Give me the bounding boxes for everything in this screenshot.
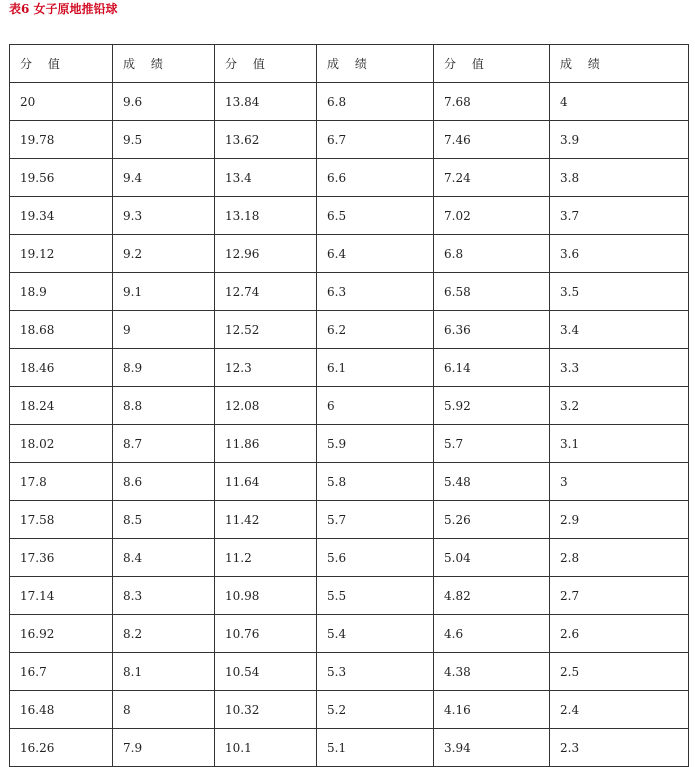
cell-result-3: 2.9: [550, 501, 689, 539]
cell-result-3: 3.4: [550, 311, 689, 349]
table-row: [10, 349, 689, 387]
cell-result-2: 6.4: [317, 235, 434, 273]
table-row: [10, 653, 689, 691]
header-score-1: 分 值: [10, 45, 113, 83]
cell-result-3: 3.2: [550, 387, 689, 425]
cell-score-1: 17.8: [10, 463, 113, 501]
table-row: [10, 273, 689, 311]
cell-result-1: 8.1: [113, 653, 215, 691]
table-row: [10, 577, 689, 615]
cell-result-3: 2.3: [550, 729, 689, 767]
cell-score-1: 19.34: [10, 197, 113, 235]
header-score-2: 分 值: [215, 45, 317, 83]
cell-score-2: 13.4: [215, 159, 317, 197]
cell-result-2: 5.9: [317, 425, 434, 463]
cell-score-2: 10.1: [215, 729, 317, 767]
cell-result-2: 6.3: [317, 273, 434, 311]
cell-score-2: 10.98: [215, 577, 317, 615]
cell-result-2: 5.2: [317, 691, 434, 729]
table-row: [10, 463, 689, 501]
cell-score-1: 20: [10, 83, 113, 121]
score-table: [9, 44, 689, 767]
cell-score-2: 12.3: [215, 349, 317, 387]
cell-result-3: 3.6: [550, 235, 689, 273]
cell-result-1: 8.3: [113, 577, 215, 615]
cell-result-2: 6: [317, 387, 434, 425]
cell-score-2: 10.54: [215, 653, 317, 691]
cell-score-2: 10.32: [215, 691, 317, 729]
header-result-3: 成 绩: [550, 45, 689, 83]
cell-result-1: 8.5: [113, 501, 215, 539]
cell-score-1: 17.36: [10, 539, 113, 577]
table-row: [10, 311, 689, 349]
cell-score-1: 16.26: [10, 729, 113, 767]
cell-result-1: 8.6: [113, 463, 215, 501]
table-row: [10, 501, 689, 539]
cell-result-1: 8.9: [113, 349, 215, 387]
cell-result-3: 3.5: [550, 273, 689, 311]
table-body: [10, 83, 689, 767]
cell-result-2: 6.6: [317, 159, 434, 197]
cell-score-1: 18.68: [10, 311, 113, 349]
cell-score-2: 11.42: [215, 501, 317, 539]
cell-result-3: 2.5: [550, 653, 689, 691]
cell-score-1: 16.7: [10, 653, 113, 691]
cell-result-2: 6.7: [317, 121, 434, 159]
header-score-3: 分 值: [434, 45, 550, 83]
cell-result-3: 3.9: [550, 121, 689, 159]
cell-score-1: 18.46: [10, 349, 113, 387]
cell-result-1: 8.4: [113, 539, 215, 577]
cell-result-1: 9.1: [113, 273, 215, 311]
cell-score-2: 13.84: [215, 83, 317, 121]
cell-score-1: 18.24: [10, 387, 113, 425]
cell-result-2: 5.3: [317, 653, 434, 691]
cell-score-3: 5.04: [434, 539, 550, 577]
cell-result-1: 7.9: [113, 729, 215, 767]
cell-result-3: 3.7: [550, 197, 689, 235]
cell-result-1: 9.5: [113, 121, 215, 159]
cell-result-2: 6.5: [317, 197, 434, 235]
cell-result-3: 3.1: [550, 425, 689, 463]
cell-score-2: 12.74: [215, 273, 317, 311]
table-row: [10, 615, 689, 653]
table-row: [10, 197, 689, 235]
cell-result-2: 5.6: [317, 539, 434, 577]
cell-result-2: 5.8: [317, 463, 434, 501]
cell-score-3: 6.14: [434, 349, 550, 387]
cell-score-1: 16.48: [10, 691, 113, 729]
table-row: [10, 729, 689, 767]
cell-score-3: 6.8: [434, 235, 550, 273]
cell-score-1: 19.78: [10, 121, 113, 159]
cell-result-3: 3.3: [550, 349, 689, 387]
cell-result-3: 2.8: [550, 539, 689, 577]
cell-score-1: 17.14: [10, 577, 113, 615]
cell-score-2: 11.86: [215, 425, 317, 463]
cell-score-2: 13.18: [215, 197, 317, 235]
cell-result-2: 5.7: [317, 501, 434, 539]
table-row: [10, 159, 689, 197]
cell-result-1: 8.8: [113, 387, 215, 425]
cell-score-3: 5.7: [434, 425, 550, 463]
cell-score-3: 3.94: [434, 729, 550, 767]
cell-result-3: 2.6: [550, 615, 689, 653]
cell-score-3: 7.24: [434, 159, 550, 197]
header-row: [10, 45, 689, 83]
cell-score-3: 6.58: [434, 273, 550, 311]
header-result-1: 成 绩: [113, 45, 215, 83]
cell-score-1: 19.56: [10, 159, 113, 197]
cell-score-2: 11.64: [215, 463, 317, 501]
cell-result-2: 5.4: [317, 615, 434, 653]
table-row: [10, 83, 689, 121]
cell-score-3: 7.68: [434, 83, 550, 121]
cell-score-3: 4.82: [434, 577, 550, 615]
cell-score-3: 4.6: [434, 615, 550, 653]
cell-score-1: 18.02: [10, 425, 113, 463]
cell-result-1: 8.7: [113, 425, 215, 463]
cell-result-3: 3.8: [550, 159, 689, 197]
cell-score-1: 19.12: [10, 235, 113, 273]
cell-result-1: 9.3: [113, 197, 215, 235]
cell-score-3: 5.48: [434, 463, 550, 501]
table-row: [10, 235, 689, 273]
cell-result-1: 8: [113, 691, 215, 729]
cell-result-1: 8.2: [113, 615, 215, 653]
cell-score-2: 12.96: [215, 235, 317, 273]
cell-result-2: 6.2: [317, 311, 434, 349]
table-row: [10, 425, 689, 463]
cell-result-3: 2.7: [550, 577, 689, 615]
cell-result-1: 9.4: [113, 159, 215, 197]
cell-score-3: 6.36: [434, 311, 550, 349]
table-row: [10, 121, 689, 159]
cell-score-2: 12.52: [215, 311, 317, 349]
table-row: [10, 387, 689, 425]
cell-score-3: 7.46: [434, 121, 550, 159]
cell-result-2: 6.1: [317, 349, 434, 387]
cell-result-1: 9: [113, 311, 215, 349]
cell-score-3: 4.38: [434, 653, 550, 691]
header-result-2: 成 绩: [317, 45, 434, 83]
table-row: [10, 539, 689, 577]
cell-result-2: 5.1: [317, 729, 434, 767]
cell-score-2: 13.62: [215, 121, 317, 159]
table-title: 表6 女子原地推铅球: [9, 2, 118, 16]
cell-score-2: 12.08: [215, 387, 317, 425]
table-row: [10, 691, 689, 729]
cell-score-2: 10.76: [215, 615, 317, 653]
cell-result-3: 4: [550, 83, 689, 121]
cell-result-2: 5.5: [317, 577, 434, 615]
cell-score-3: 5.26: [434, 501, 550, 539]
cell-result-3: 3: [550, 463, 689, 501]
cell-result-3: 2.4: [550, 691, 689, 729]
cell-score-1: 17.58: [10, 501, 113, 539]
cell-score-3: 5.92: [434, 387, 550, 425]
cell-score-1: 16.92: [10, 615, 113, 653]
cell-result-1: 9.6: [113, 83, 215, 121]
cell-score-2: 11.2: [215, 539, 317, 577]
cell-score-3: 4.16: [434, 691, 550, 729]
cell-result-1: 9.2: [113, 235, 215, 273]
cell-score-1: 18.9: [10, 273, 113, 311]
cell-result-2: 6.8: [317, 83, 434, 121]
cell-score-3: 7.02: [434, 197, 550, 235]
